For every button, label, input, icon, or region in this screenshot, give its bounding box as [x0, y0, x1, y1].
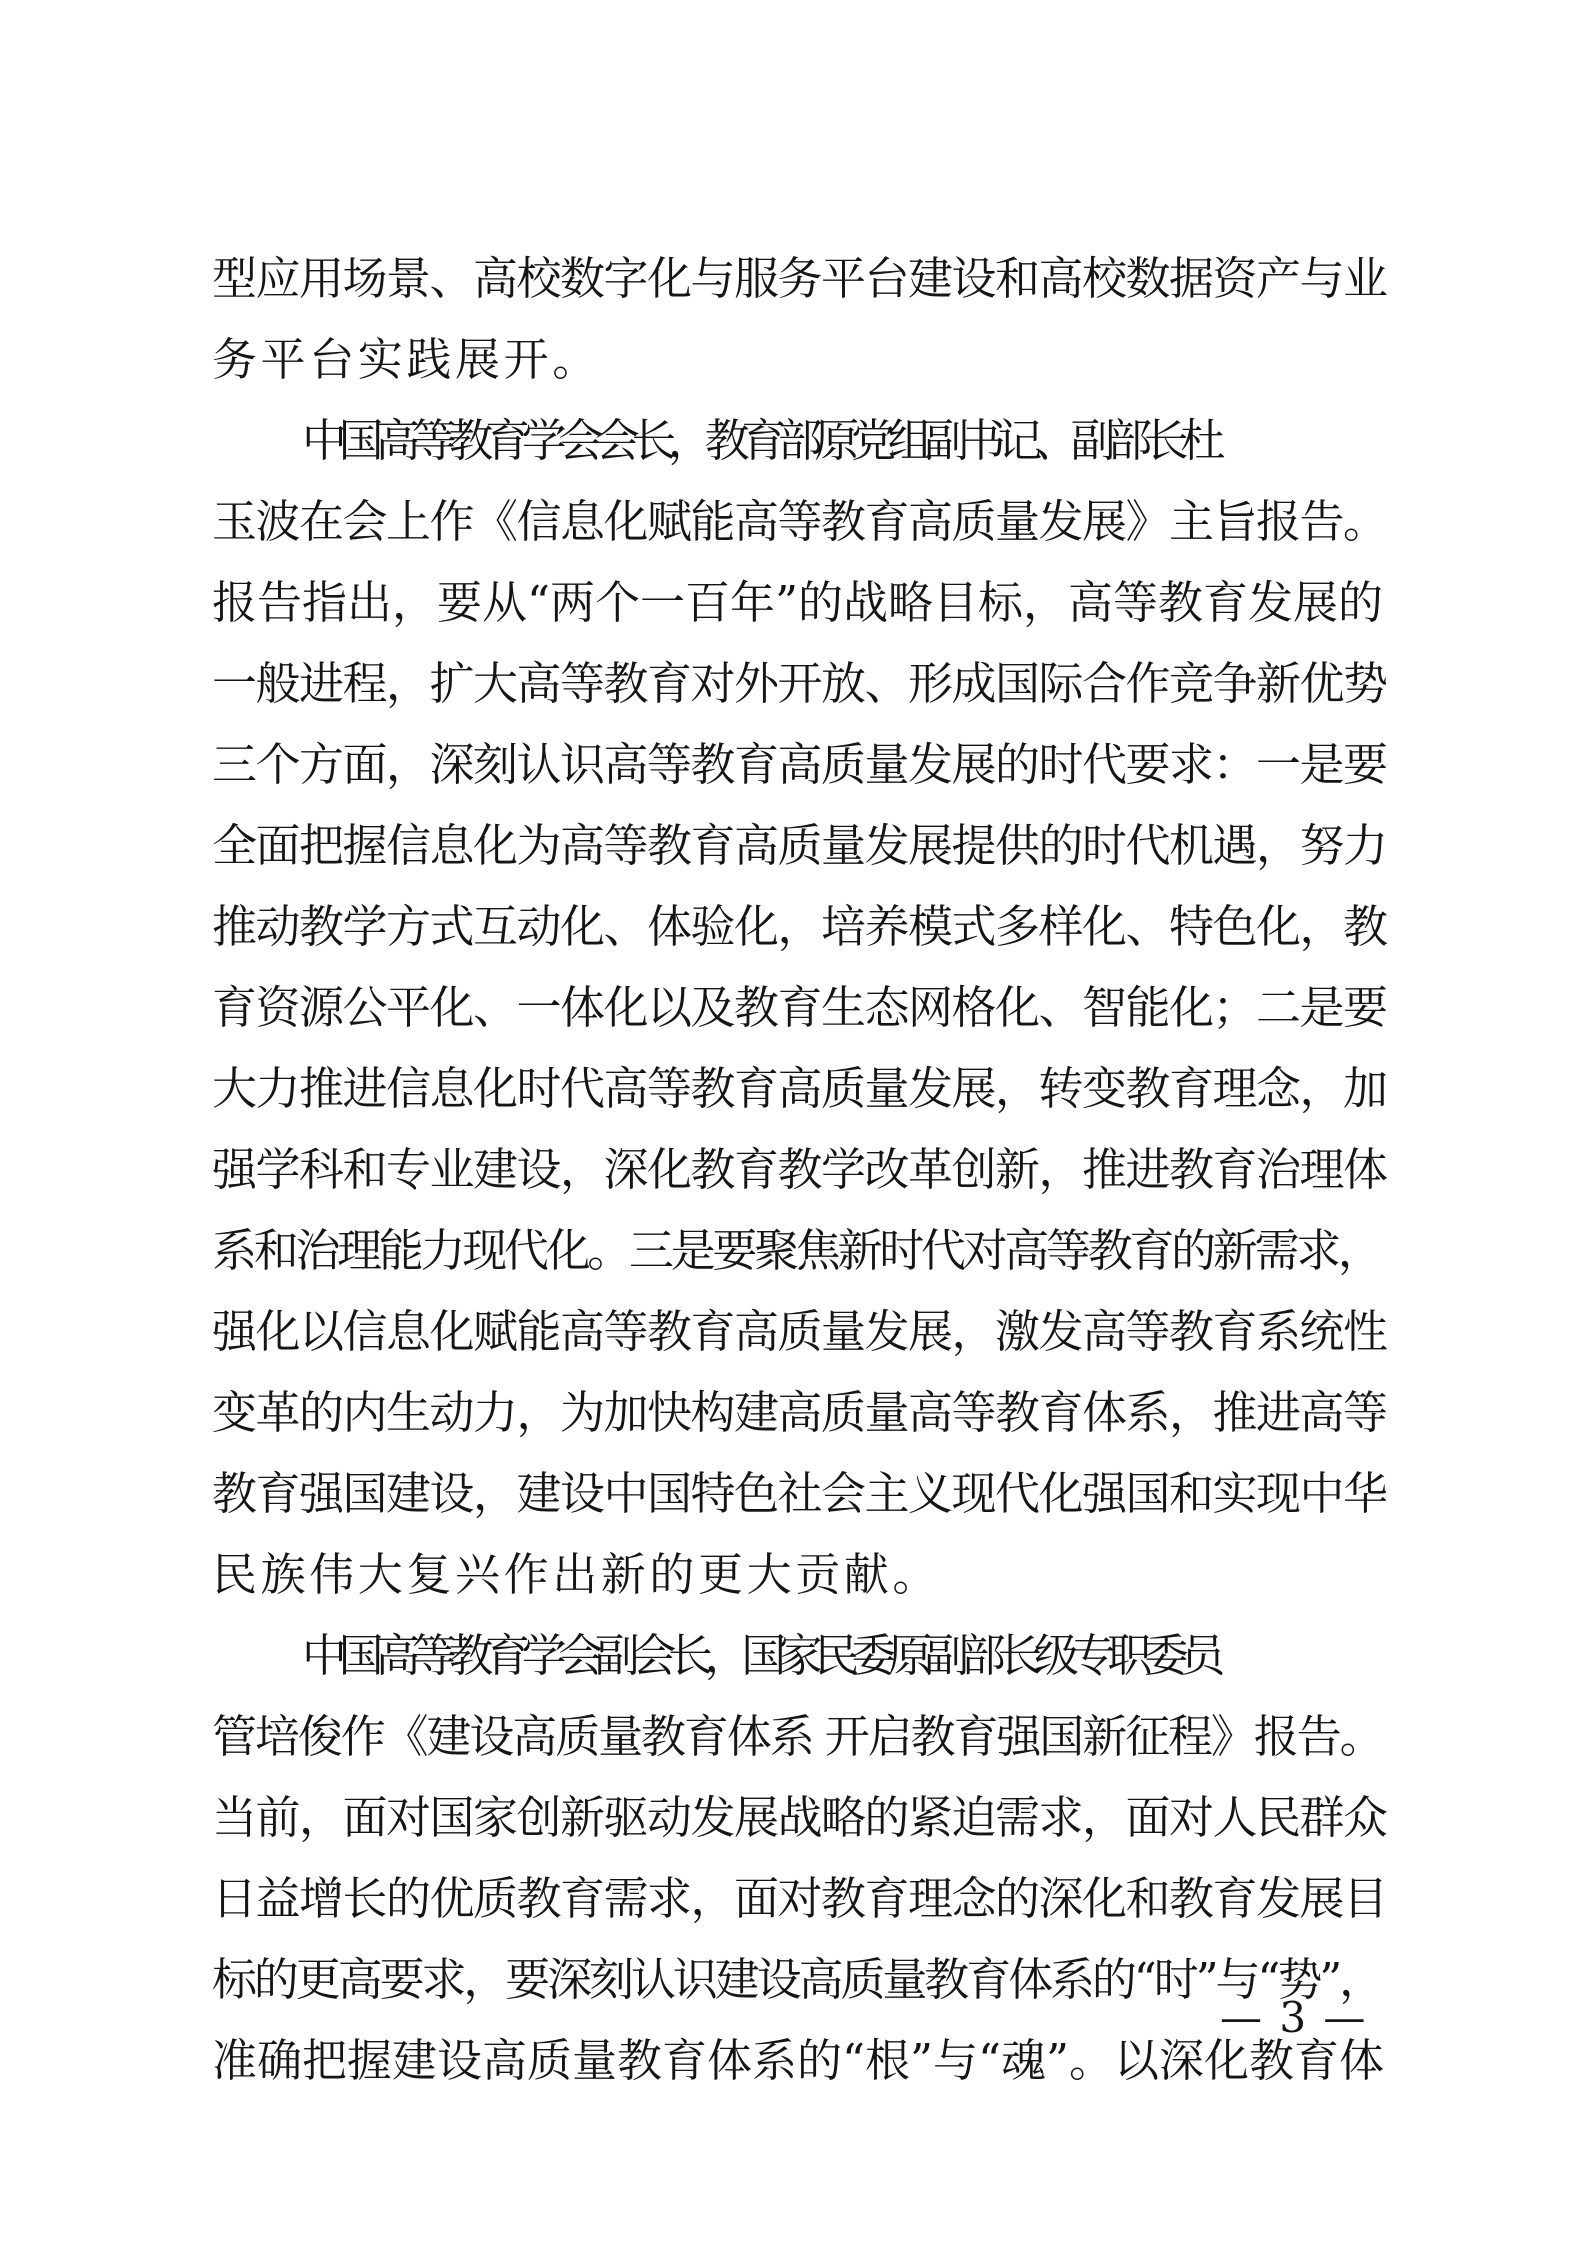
text-line: 推动教学方式互动化、体验化，培养模式多样化、特色化，教	[212, 900, 1387, 953]
text-line: 育资源公平化、一体化以及教育生态网格化、智能化；二是要	[212, 981, 1387, 1034]
text-line: 教育强国建设，建设中国特色社会主义现代化强国和实现中华	[212, 1467, 1387, 1520]
text-line: 一般进程，扩大高等教育对外开放、形成国际合作竞争新优势	[212, 657, 1387, 710]
text-line: 当前，面对国家创新驱动发展战略的紧迫需求，面对人民群众	[212, 1791, 1387, 1844]
text-line: 型应用场景、高校数字化与服务平台建设和高校数据资产与业	[212, 252, 1387, 305]
text-line: 民族伟大复兴作出新的更大贡献。	[212, 1548, 942, 1601]
paragraph-report-guan-peijun	[212, 1615, 1387, 2101]
text-line: 玉波在会上作《信息化赋能高等教育高质量发展》主旨报告。	[212, 495, 1387, 548]
text-line: 务平台实践展开。	[212, 333, 601, 386]
page-number: — 3 —	[1220, 1993, 1368, 2042]
text-line: 强学科和专业建设，深化教育教学改革创新，推进教育治理体	[212, 1143, 1387, 1196]
text-line: 系和治理能力现代化。三是要聚焦新时代对高等教育的新需求，	[212, 1224, 1380, 1277]
text-line: 准确把握建设高质量教育体系的“根”与“魂”。以深化教育体	[212, 2034, 1385, 2087]
body-text	[212, 238, 1387, 2101]
text-line: 管培俊作《建设高质量教育体系 开启教育强国新征程》报告。	[212, 1710, 1383, 1763]
paragraph-keynote-du-yubo	[212, 400, 1387, 1615]
paragraph-continued	[212, 238, 1387, 400]
text-line: 中国高等教育学会会长，教育部原党组副书记、副部长杜	[302, 414, 1218, 467]
text-line: 标的更高要求，要深刻认识建设高质量教育体系的“时”与“势”，	[212, 1953, 1382, 2006]
text-line: 日益增长的优质教育需求，面对教育理念的深化和教育发展目	[212, 1872, 1387, 1925]
text-line: 大力推进信息化时代高等教育高质量发展，转变教育理念，加	[212, 1062, 1387, 1115]
text-line: 报告指出，要从“两个一百年”的战略目标，高等教育发展的	[212, 576, 1384, 629]
text-line: 中国高等教育学会副会长，国家民委原副部长级专职委员	[302, 1629, 1218, 1682]
text-line: 变革的内生动力，为加快构建高质量高等教育体系，推进高等	[212, 1386, 1387, 1439]
text-line: 强化以信息化赋能高等教育高质量发展，激发高等教育系统性	[212, 1305, 1387, 1358]
text-line: 三个方面，深刻认识高等教育高质量发展的时代要求：一是要	[212, 738, 1387, 791]
text-line: 全面把握信息化为高等教育高质量发展提供的时代机遇，努力	[212, 819, 1387, 872]
